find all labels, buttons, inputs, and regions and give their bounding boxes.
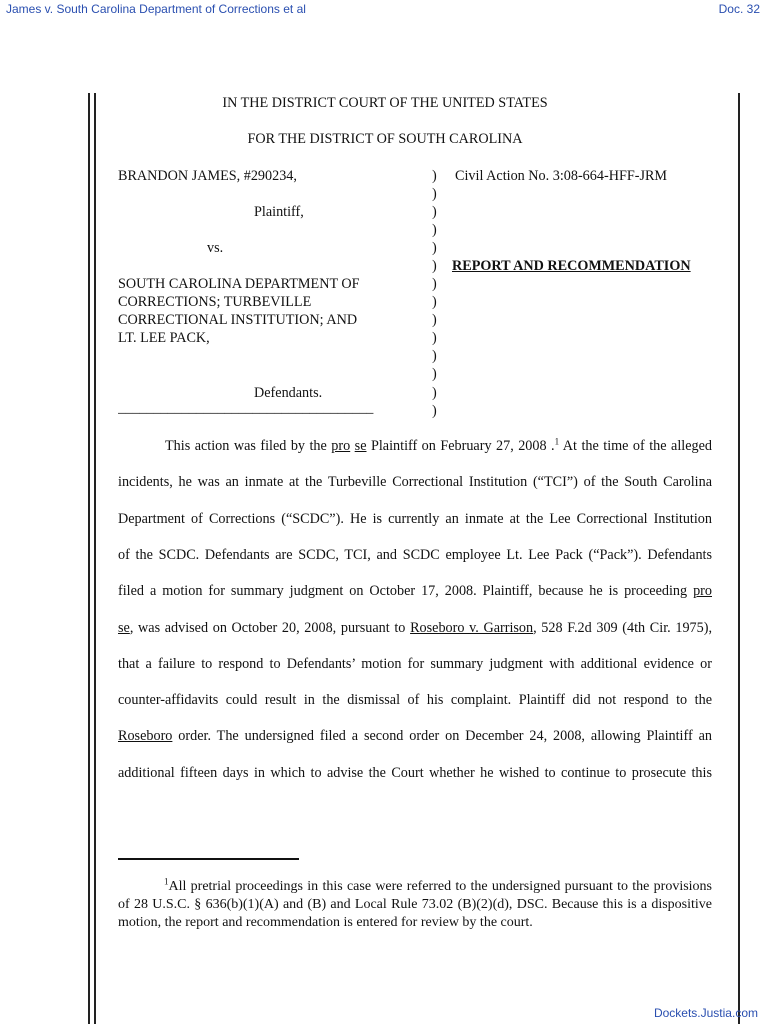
plaintiff-label: Plaintiff, <box>254 204 304 220</box>
court-name: IN THE DISTRICT COURT OF THE UNITED STATES <box>222 95 548 111</box>
caption-paren: ) <box>432 366 437 382</box>
caption-paren: ) <box>432 294 437 310</box>
caption-paren: ) <box>432 186 437 202</box>
margin-rule-left-1 <box>88 93 90 1024</box>
caption-paren: ) <box>432 403 437 419</box>
body-line: of the SCDC. Defendants are SCDC, TCI, and SCDC employee Lt. Lee Pack (“Pack”). Defendants <box>118 547 712 563</box>
plaintiff-name: BRANDON JAMES, #290234, <box>118 168 297 184</box>
doc-number: Doc. 32 <box>718 2 760 16</box>
footnote-rule <box>118 858 299 860</box>
case-citation: Roseboro v. Garrison <box>410 620 534 636</box>
caption-paren: ) <box>432 348 437 364</box>
caption-paren: ) <box>432 222 437 238</box>
civil-action-number: Civil Action No. 3:08-664-HFF-JRM <box>455 168 668 184</box>
body-line: filed a motion for summary judgment on October 17, 2008. Plaintiff, because he is proceeding pro <box>118 583 712 599</box>
footnote-ref: 1 <box>554 436 560 447</box>
document-title: REPORT AND RECOMMENDATION <box>452 258 691 274</box>
footnote: $^1$All pretrial proceedings in this case were referred to the undersigned pursuant to the provisions of 28 U.S.C. § 636(b)(1)(A) and (B) and Local Rule 73.02 (B)(2)(d), DSC. Because this is a dispositive motion, the report and recommendation is entered for review by the court. <box>118 876 712 930</box>
body-line: Roseboro order. The undersigned filed a second order on December 24, 2008, allowing Plaintiff an <box>118 728 712 744</box>
caption-paren: ) <box>432 276 437 292</box>
caption-paren: ) <box>432 204 437 220</box>
defendant-line: CORRECTIONS; TURBEVILLE <box>118 294 312 310</box>
body-line: Department of Corrections (“SCDC”). He is currently an inmate at the Lee Correctional Institution <box>118 511 712 527</box>
body-line: additional fifteen days in which to advise the Court whether he wished to continue to prosecute this <box>118 765 712 781</box>
dockets-justia-link[interactable]: Dockets.Justia.com <box>653 1006 758 1020</box>
caption-paren: ) <box>432 385 437 401</box>
caption-paren: ) <box>432 330 437 346</box>
defendant-line: CORRECTIONAL INSTITUTION; AND <box>118 312 358 328</box>
caption-paren: ) <box>432 240 437 256</box>
body-line: incidents, he was an inmate at the Turbeville Correctional Institution (“TCI”) of the South Carolina <box>118 474 712 490</box>
caption-paren: ) <box>432 168 437 184</box>
body-line: that a failure to respond to Defendants’ motion for summary judgment with additional evidence or <box>118 656 712 672</box>
body-line: counter-affidavits could result in the dismissal of his complaint. Plaintiff did not respond to the <box>118 692 712 708</box>
court-district: FOR THE DISTRICT OF SOUTH CAROLINA <box>247 131 523 147</box>
margin-rule-left-2 <box>94 93 96 1024</box>
footnote-marker: 1 <box>164 876 169 887</box>
case-citation: Roseboro <box>118 728 173 744</box>
body-line: se, was advised on October 20, 2008, pursuant to Roseboro v. Garrison, 528 F.2d 309 (4th Cir. 1975), <box>118 620 712 636</box>
margin-rule-right <box>738 93 740 1024</box>
caption-signature-line: ____________________________________ <box>118 400 374 416</box>
defendant-line: LT. LEE PACK, <box>118 330 210 346</box>
caption-paren: ) <box>432 312 437 328</box>
defendant-line: SOUTH CAROLINA DEPARTMENT OF <box>118 276 360 292</box>
caption-paren: ) <box>432 258 437 274</box>
versus: vs. <box>207 240 224 256</box>
body-line: This action was filed by the pro se Plaintiff on February 27, 2008 .$^1$ At the time of the alleged <box>165 436 712 454</box>
case-title-link[interactable]: James v. South Carolina Department of Corrections et al <box>6 2 306 16</box>
defendants-label: Defendants. <box>254 385 323 401</box>
